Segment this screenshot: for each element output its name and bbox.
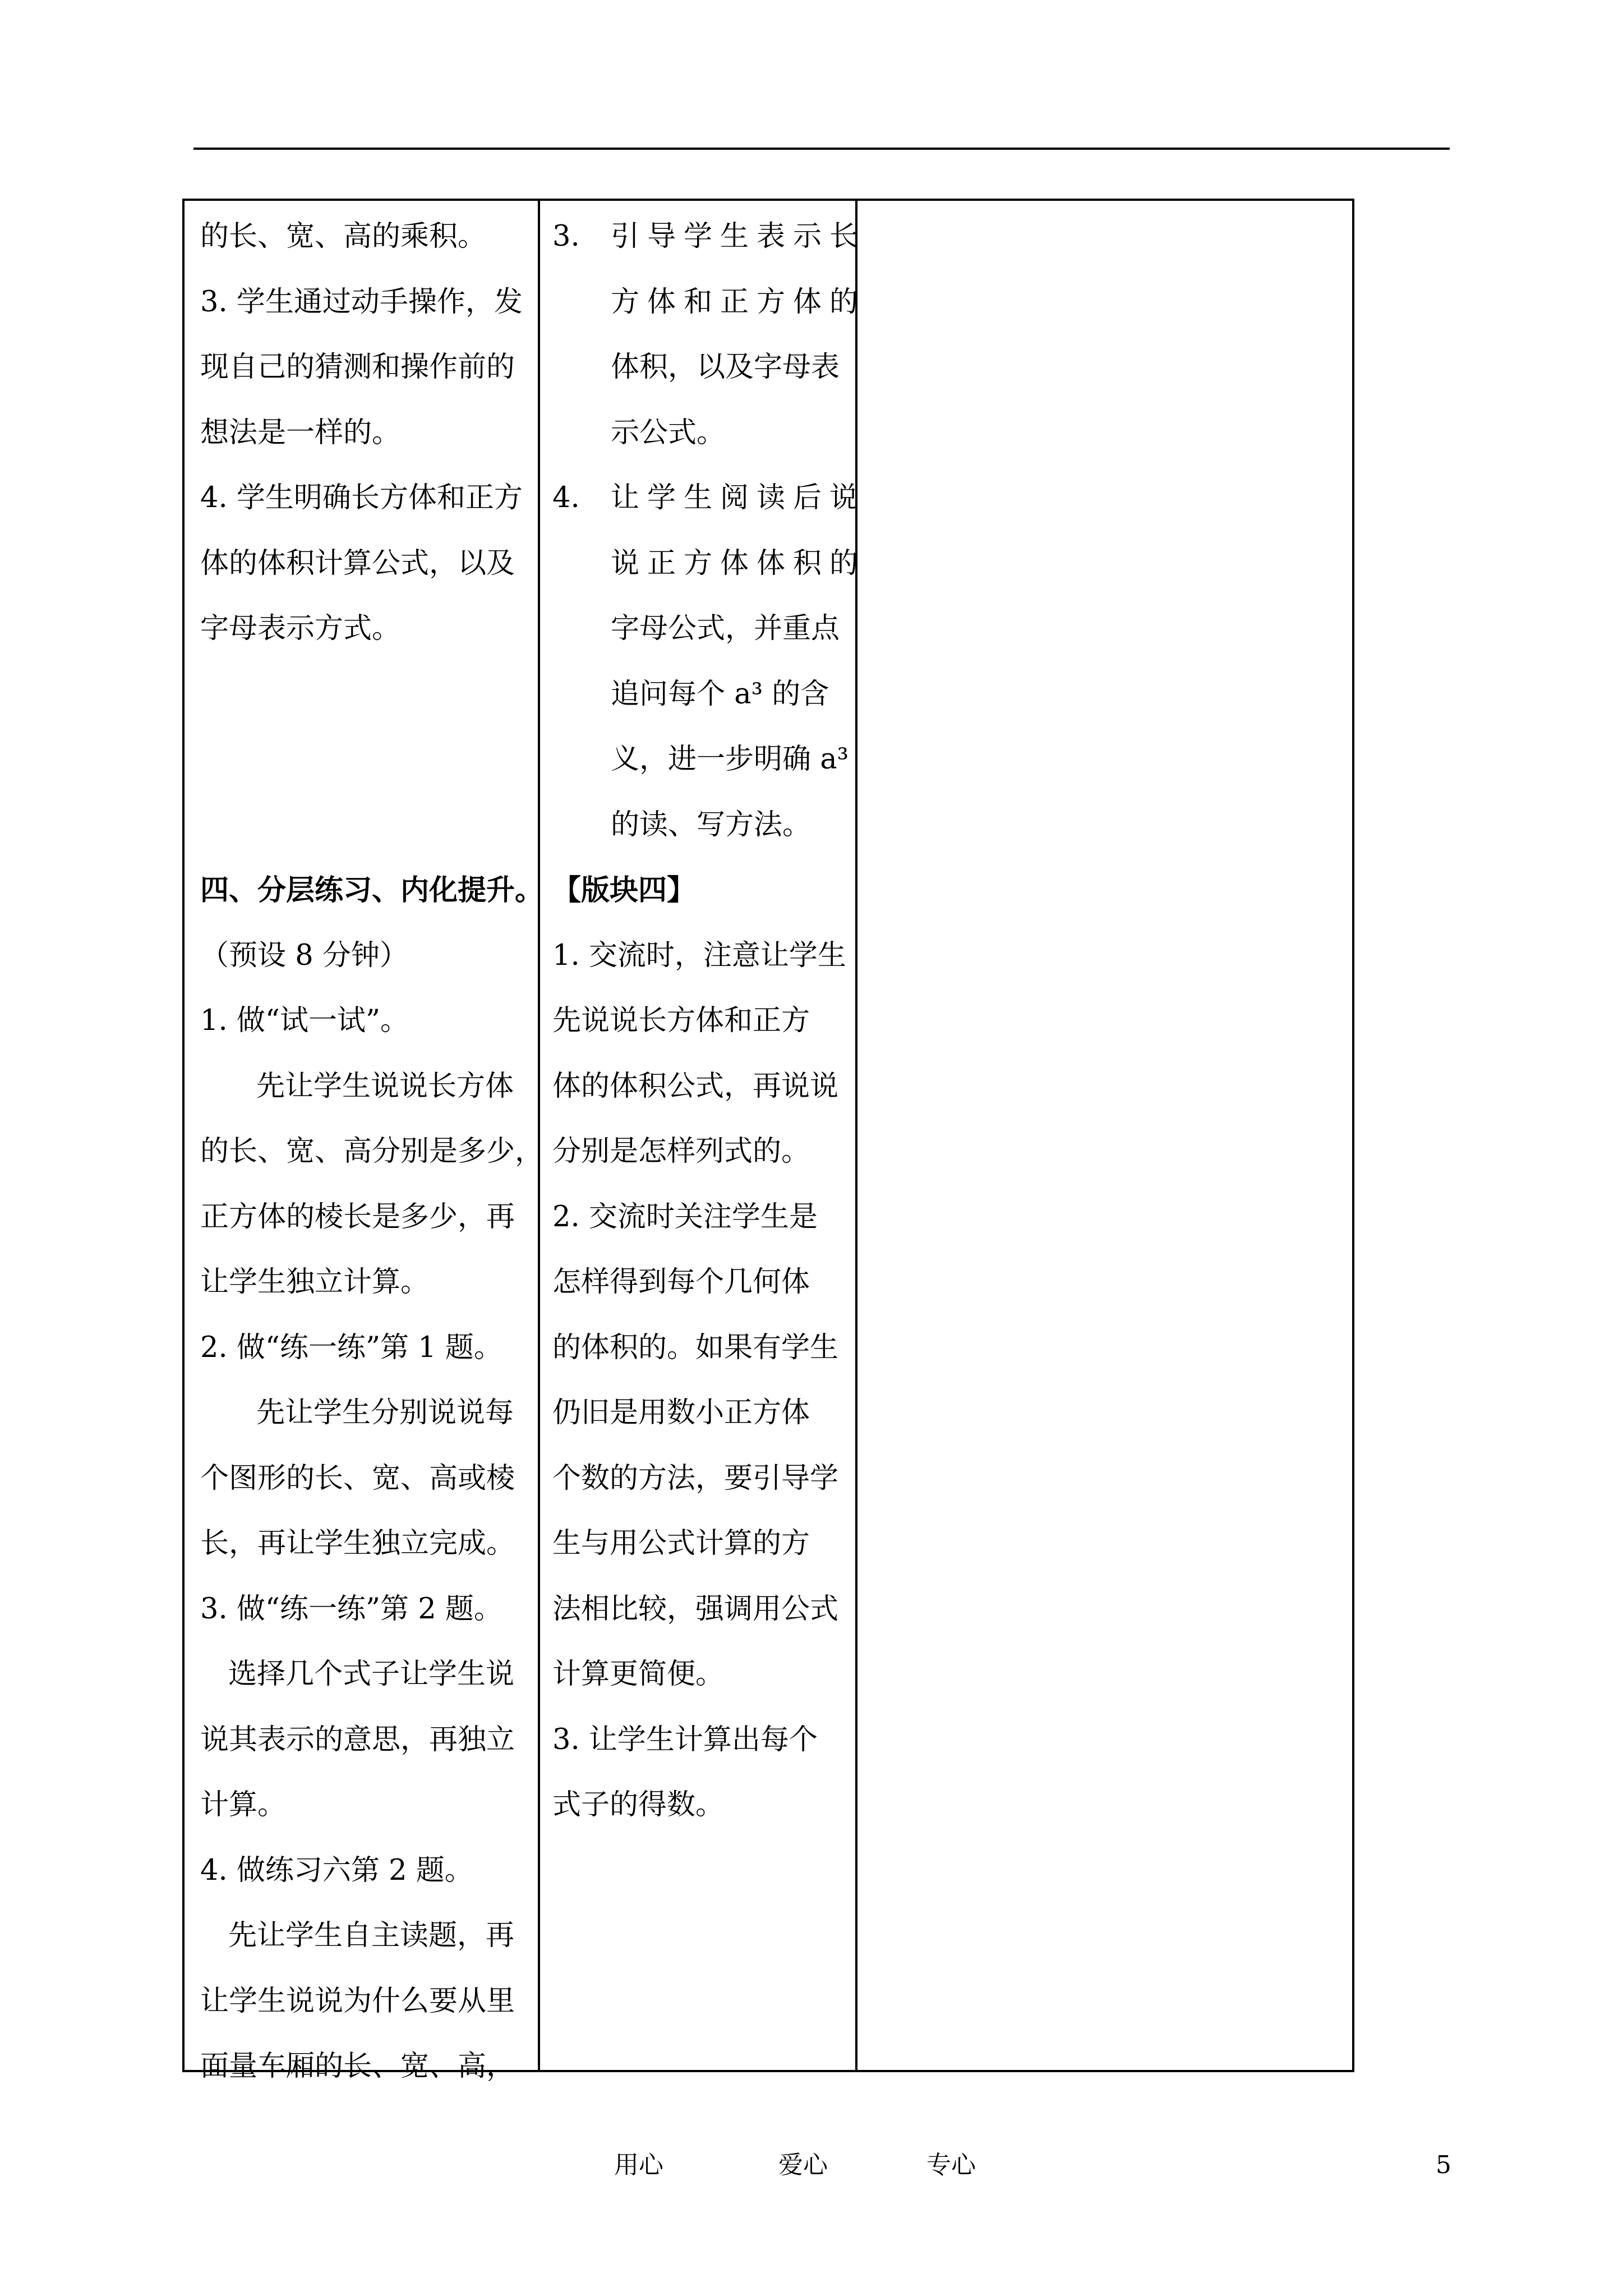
text-line: 2. 做“练一练”第 1 题。	[200, 1331, 502, 1364]
text-line: 生与用公式计算的方	[552, 1527, 810, 1560]
text-line: 先让学生说说长方体	[256, 1069, 514, 1103]
blank-line	[200, 793, 525, 858]
text-line: 4. 做练习六第 2 题。	[200, 1853, 473, 1887]
text-line: 体积，以及字母表	[611, 351, 840, 384]
text-line: 长，再让学生独立完成。	[200, 1527, 515, 1560]
text-line: 体的体积计算公式，以及	[200, 546, 515, 580]
item-body	[611, 204, 866, 466]
text-line: 分别是怎样列式的。	[552, 1135, 810, 1168]
text-line: 怎样得到每个几何体	[552, 1266, 810, 1299]
blank-line	[200, 662, 525, 728]
text-line: 正方体的棱长是多少，再	[200, 1200, 515, 1234]
text-line: 3. 做“练一练”第 2 题。	[200, 1592, 502, 1626]
text-line: 方体和正方体的	[611, 285, 866, 319]
text-line: 说其表示的意思，再独立	[200, 1723, 515, 1756]
item-body	[611, 466, 866, 858]
text-line: 1. 做“试一试”。	[200, 1004, 409, 1037]
blank-line	[200, 727, 525, 793]
text-line: 式子的得数。	[552, 1788, 725, 1821]
teacher-guidance-column	[552, 201, 866, 1838]
text-line: 选择几个式子让学生说	[228, 1658, 515, 1691]
text-line: 示公式。	[611, 416, 726, 449]
numbered-item-4	[552, 466, 866, 858]
time-note: （预设 8 分钟）	[200, 938, 408, 972]
text-line: 1. 交流时，注意让学生	[552, 938, 846, 972]
text-line: 2. 交流时关注学生是	[552, 1200, 818, 1234]
header-rule	[193, 148, 1450, 150]
text-line: 体的体积公式，再说说	[552, 1069, 839, 1103]
footer-motto-2: 爱心	[778, 2151, 828, 2179]
text-line: 让学生独立计算。	[200, 1266, 430, 1299]
lesson-plan-table	[182, 199, 1354, 2083]
text-line: 计算更简便。	[552, 1658, 725, 1691]
text-line: 说正方体体积的	[611, 546, 866, 580]
item-number: 3.	[552, 220, 580, 253]
text-line: 计算。	[200, 1788, 287, 1821]
text-line: 现自己的猜测和操作前的	[200, 351, 515, 384]
text-line: 面量车厢的长、宽、高，	[200, 2050, 515, 2083]
text-line: 个图形的长、宽、高或棱	[200, 1461, 515, 1495]
text-line: 先让学生自主读题，再	[228, 1919, 515, 1952]
text-line: 字母表示方式。	[200, 612, 401, 645]
page-number: 5	[1436, 2151, 1451, 2179]
footer-motto-3: 专心	[926, 2151, 976, 2179]
text-line: 义，进一步明确 a³	[611, 743, 849, 776]
numbered-item-3	[552, 204, 866, 466]
item-number: 4.	[552, 481, 580, 514]
footer-motto-1: 用心	[614, 2151, 663, 2179]
text-line: 的长、宽、高的乘积。	[200, 220, 487, 253]
text-line: 的读、写方法。	[611, 808, 811, 841]
text-line: 3. 学生通过动手操作，发	[200, 285, 523, 319]
text-line: 3. 让学生计算出每个	[552, 1723, 818, 1756]
text-line: 法相比较，强调用公式	[552, 1592, 839, 1626]
text-line: 的长、宽、高分别是多少，	[200, 1135, 544, 1168]
text-line: 的体积的。如果有学生	[552, 1331, 839, 1364]
text-line: 仍旧是用数小正方体	[552, 1396, 810, 1429]
text-line: 引导学生表示长	[611, 220, 866, 253]
text-line: 先说说长方体和正方	[552, 1004, 810, 1037]
text-line: 字母公式，并重点	[611, 612, 840, 645]
text-line: 让学生说说为什么要从里	[200, 1984, 515, 2018]
section-title: 【版块四】	[552, 873, 696, 907]
text-line: 个数的方法，要引导学	[552, 1461, 839, 1495]
text-line: 4. 学生明确长方体和正方	[200, 481, 523, 514]
student-activity-column	[200, 201, 544, 2100]
text-line: 让学生阅读后说	[611, 481, 866, 514]
text-line: 先让学生分别说说每	[256, 1396, 514, 1429]
text-line: 追问每个 a³ 的含	[611, 677, 829, 711]
text-line: 想法是一样的。	[200, 416, 401, 449]
section-heading: 四、分层练习、内化提升。	[200, 873, 544, 907]
